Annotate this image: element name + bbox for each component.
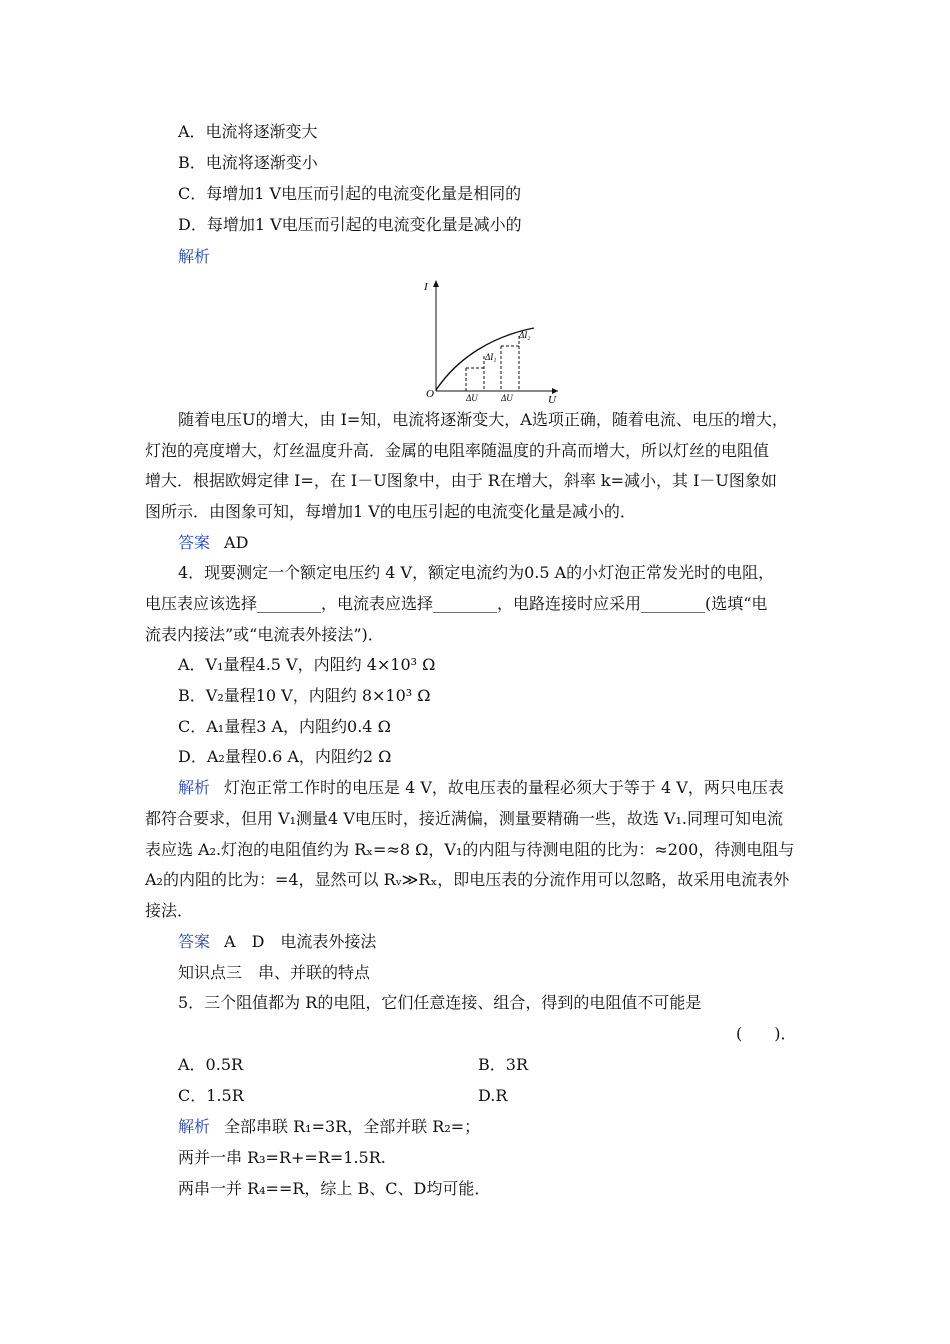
q3-answer xyxy=(178,533,248,553)
q5-option-c: C．1.5R xyxy=(178,1086,244,1105)
q3-analysis-label: 解析 xyxy=(178,247,211,266)
q3-analysis-line-1: 随着电压U的增大，由 I=知，电流将逐渐变大，A选项正确，随着电流、电压的增大， xyxy=(178,410,788,429)
delta-u-label-2: ΔU xyxy=(501,393,513,403)
q4-analysis-line-3: 表应选 A₂.灯泡的电阻值约为 Rₓ=≈8 Ω，V₁的内阻与待测电阻的比为：≈200，待测电阻与 xyxy=(145,840,795,859)
q4-answer-label: 答案 xyxy=(178,932,211,951)
q3-option-c: C．每增加1 V电压而引起的电流变化量是相同的 xyxy=(178,184,522,203)
q5-analysis-text-1: 全部串联 R₁=3R，全部并联 R₂=； xyxy=(224,1117,481,1136)
y-axis-arrow xyxy=(433,280,439,287)
origin-label: O xyxy=(426,388,434,400)
q4-stem-line-1: 4．现要测定一个额定电压约 4 V，额定电流约为0.5 A的小灯泡正常发光时的电阻， xyxy=(178,563,775,582)
q4-option-c: C．A₁量程3 A，内阻约0.4 Ω xyxy=(178,717,391,736)
q4-answer-value: A D 电流表外接法 xyxy=(224,932,377,951)
q3-analysis-line-3: 增大．根据欧姆定律 I=，在 I－U图象中，由于 R在增大，斜率 k=减小，其 I－U图象如 xyxy=(145,471,777,490)
q5-option-a: A．0.5R xyxy=(178,1055,244,1074)
q4-option-b: B．V₂量程10 V，内阻约 8×10³ Ω xyxy=(178,686,431,705)
q5-analysis-line-1 xyxy=(178,1117,480,1137)
delta-i1-label: ΔI₁ xyxy=(485,352,497,362)
q4-analysis-line-4: A₂的内阻的比为：=4，显然可以 Rᵥ≫Rₓ，即电压表的分流作用可以忽略，故采用电流表外 xyxy=(145,870,790,889)
q3-option-b: B．电流将逐渐变小 xyxy=(178,153,318,172)
iu-graph-figure xyxy=(424,276,564,406)
q4-analysis-line-1 xyxy=(178,778,784,798)
q4-option-a: A．V₁量程4.5 V，内阻约 4×10³ Ω xyxy=(178,655,436,674)
q5-analysis-line-3: 两串一并 R₄==R，综上 B、C、D均可能． xyxy=(178,1179,491,1198)
q4-option-d: D．A₂量程0.6 A，内阻约2 Ω xyxy=(178,747,392,766)
delta-u-label-1: ΔU xyxy=(466,393,478,403)
q4-analysis-line-2: 都符合要求，但用 V₁测量4 V电压时，接近满偏，测量要精确一些，故选 V₁.同理可知电流 xyxy=(145,809,784,828)
q3-answer-label: 答案 xyxy=(178,533,211,552)
q4-analysis-label: 解析 xyxy=(178,778,211,797)
q5-bracket: ( )． xyxy=(736,1024,797,1043)
q4-answer xyxy=(178,932,376,952)
section-heading: 知识点三 串、并联的特点 xyxy=(178,963,371,982)
q5-analysis-line-2: 两并一串 R₃=R+=R=1.5R. xyxy=(178,1148,386,1167)
q5-option-b: B．3R xyxy=(478,1055,528,1074)
q4-stem-line-3: 流表内接法”或“电流表外接法”)． xyxy=(145,625,384,644)
y-axis-label: I xyxy=(424,281,428,293)
q5-option-d: D.R xyxy=(478,1086,508,1105)
q3-answer-value: AD xyxy=(224,533,249,552)
q3-option-a: A．电流将逐渐变大 xyxy=(178,122,318,141)
delta-i2-label: ΔI₂ xyxy=(519,330,531,340)
q4-analysis-line-5: 接法． xyxy=(145,901,194,920)
q3-option-d: D．每增加1 V电压而引起的电流变化量是减小的 xyxy=(178,215,522,234)
q4-stem-line-2: 电压表应该选择________，电流表应选择________，电路连接时应采用________(选填“电 xyxy=(145,594,768,613)
q3-analysis-line-4: 图所示．由图象可知，每增加1 V的电压引起的电流变化量是减小的． xyxy=(145,502,636,521)
x-axis-label: U xyxy=(548,394,556,406)
q5-stem: 5．三个阻值都为 R的电阻，它们任意连接、组合，得到的电阻值不可能是 xyxy=(178,993,702,1012)
q4-analysis-text-1: 灯泡正常工作时的电压是 4 V，故电压表的量程必须大于等于 4 V，两只电压表 xyxy=(224,778,784,797)
q5-analysis-label: 解析 xyxy=(178,1117,211,1136)
q3-analysis-line-2: 灯泡的亮度增大，灯丝温度升高．金属的电阻率随温度的升高而增大，所以灯丝的电阻值 xyxy=(145,441,770,460)
